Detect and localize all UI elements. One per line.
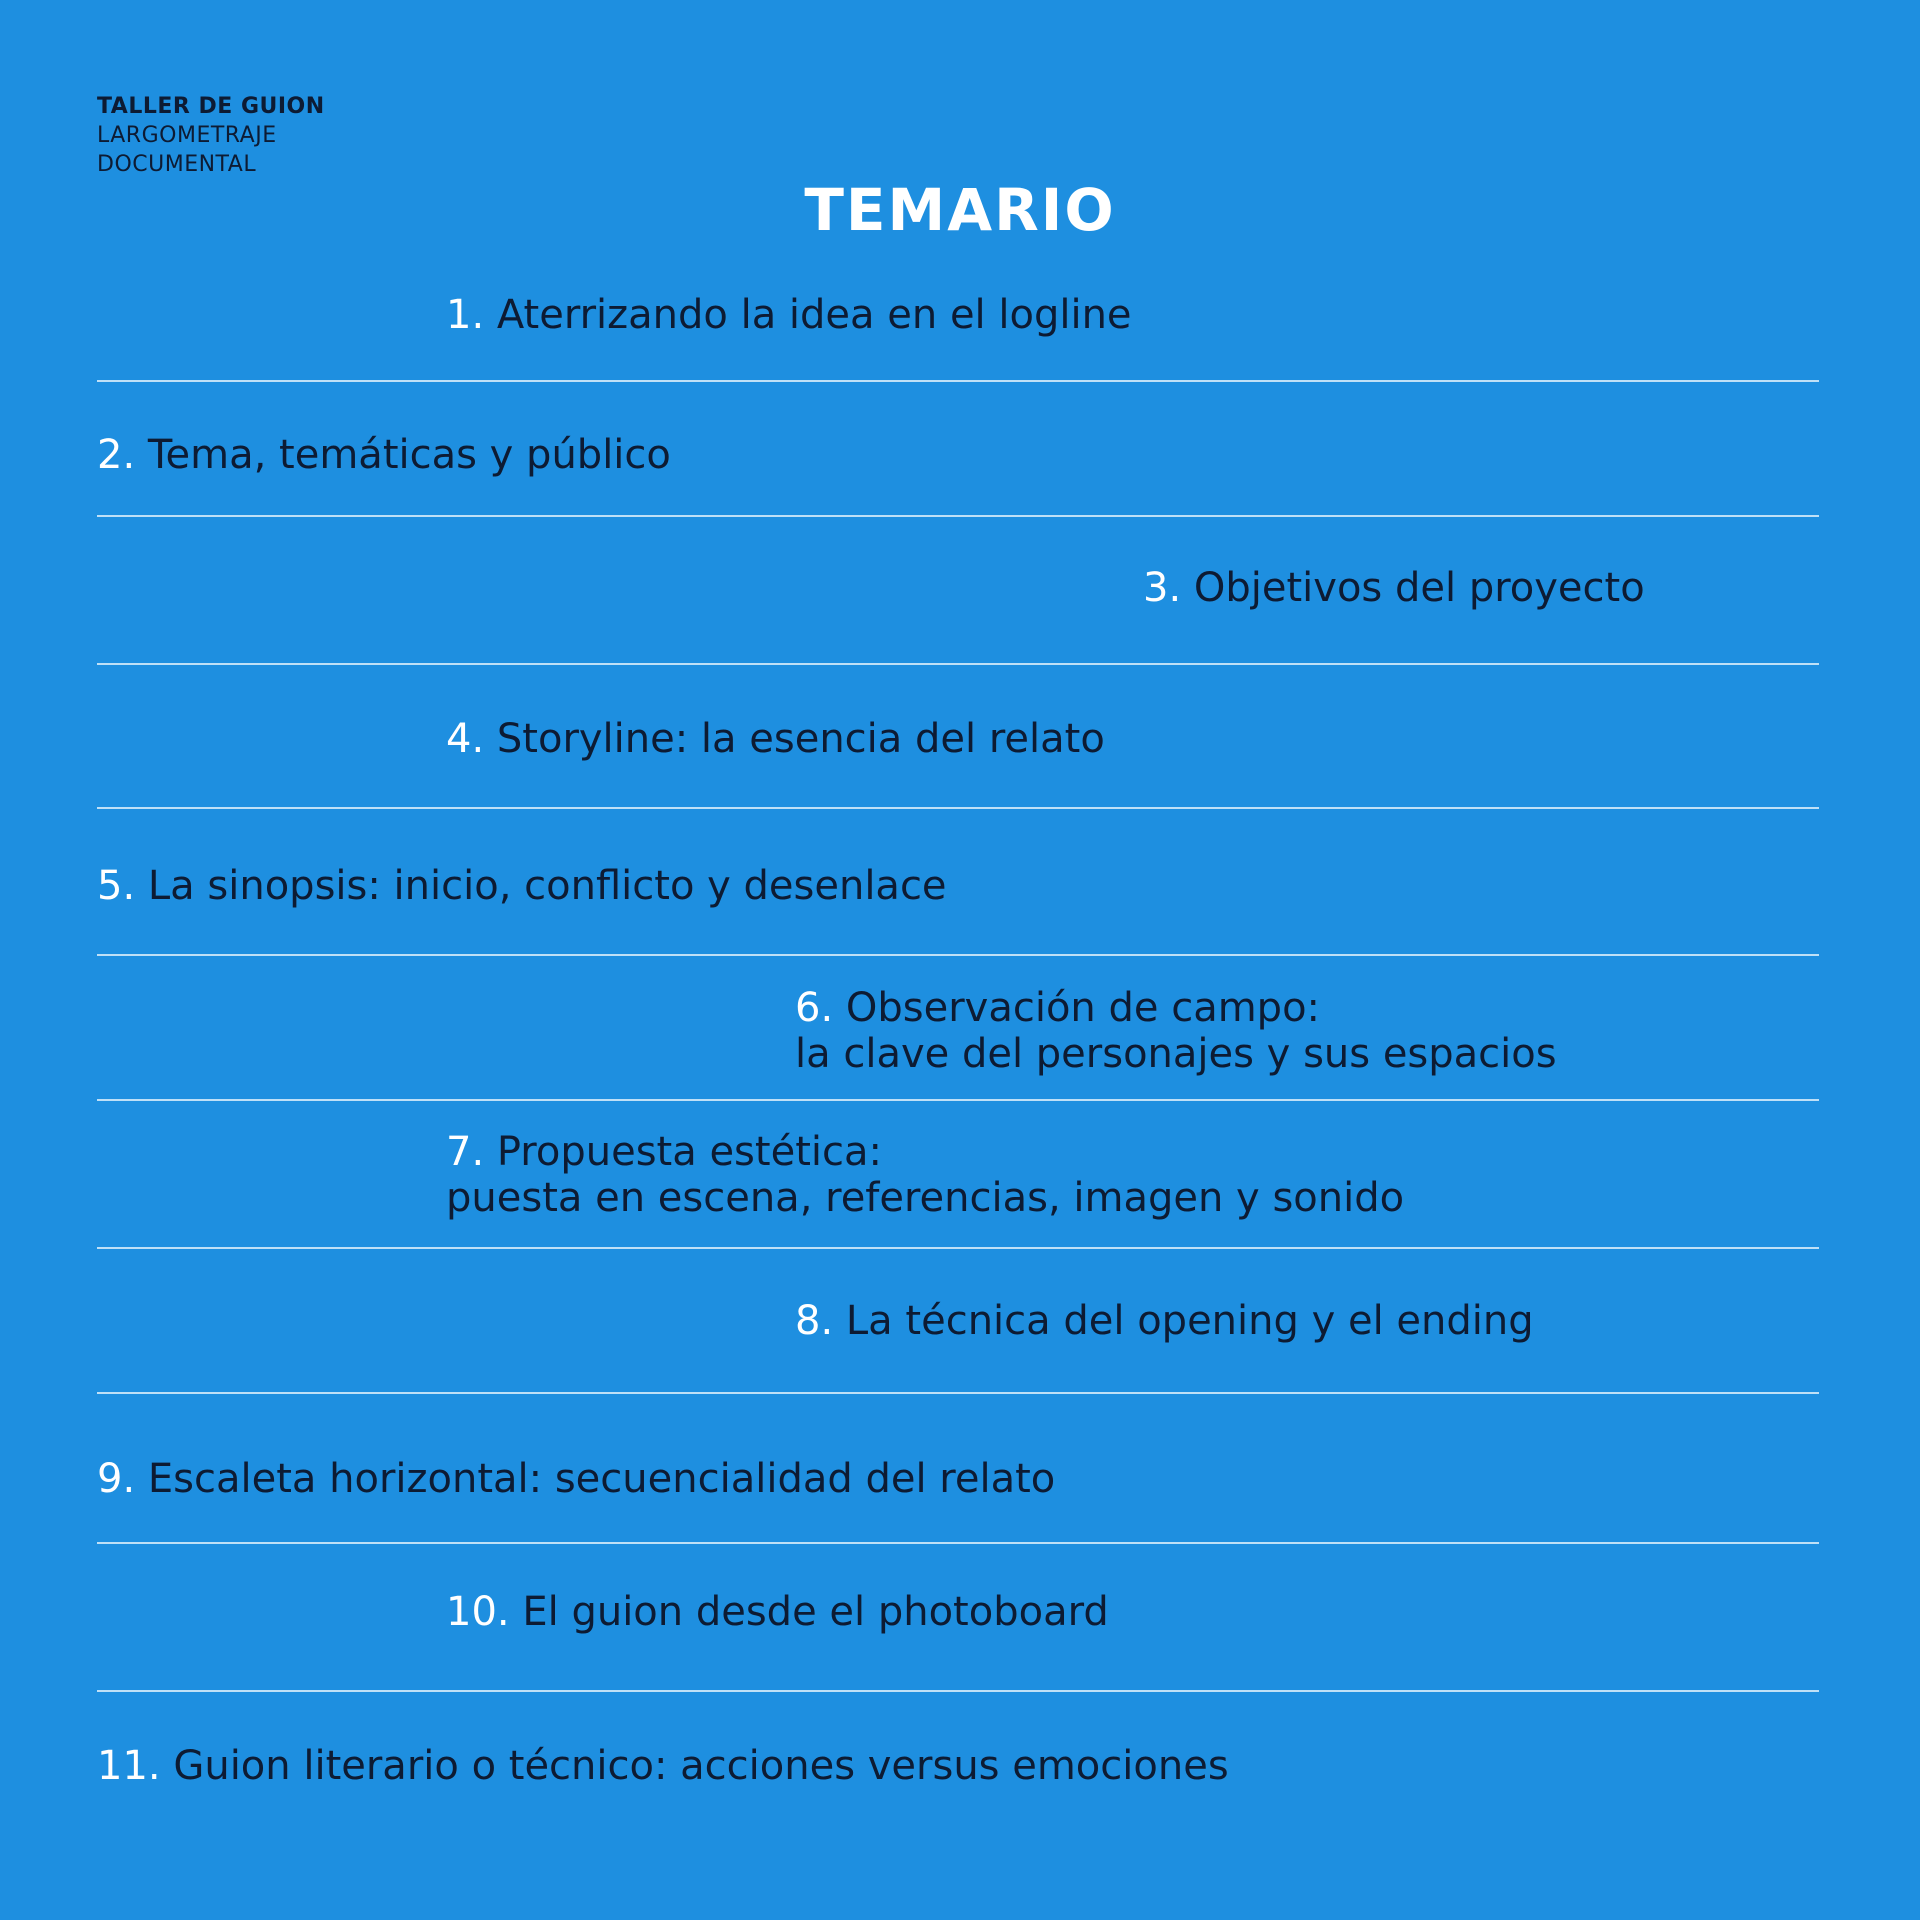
item-text: Propuesta estética: bbox=[496, 1129, 882, 1175]
syllabus-item-10 bbox=[446, 1589, 1109, 1635]
page-title: TEMARIO bbox=[804, 176, 1116, 244]
header-line-2: LARGOMETRAJE bbox=[97, 123, 277, 148]
divider bbox=[97, 807, 1819, 809]
divider bbox=[97, 954, 1819, 956]
item-text: Tema, temáticas y público bbox=[147, 432, 671, 478]
syllabus-item-3 bbox=[1143, 565, 1645, 611]
item-number: 9. bbox=[97, 1456, 136, 1502]
item-text: Objetivos del proyecto bbox=[1193, 565, 1645, 611]
divider bbox=[97, 1690, 1819, 1692]
item-number: 11. bbox=[97, 1743, 161, 1789]
item-text: Guion literario o técnico: acciones versus emociones bbox=[173, 1743, 1229, 1789]
header-line-1: TALLER DE GUION bbox=[97, 94, 325, 119]
syllabus-item-11 bbox=[97, 1743, 1229, 1789]
item-number: 1. bbox=[446, 292, 485, 338]
item-number: 8. bbox=[795, 1298, 834, 1344]
syllabus-item-5 bbox=[97, 863, 947, 909]
syllabus-item-6 bbox=[795, 985, 1557, 1077]
syllabus-item-9 bbox=[97, 1456, 1055, 1502]
item-number: 6. bbox=[795, 985, 834, 1031]
divider bbox=[97, 380, 1819, 382]
item-number: 7. bbox=[446, 1129, 485, 1175]
item-text: Aterrizando la idea en el logline bbox=[496, 292, 1132, 338]
item-number: 10. bbox=[446, 1589, 510, 1635]
divider bbox=[97, 1542, 1819, 1544]
item-text: Escaleta horizontal: secuencialidad del relato bbox=[147, 1456, 1056, 1502]
divider bbox=[97, 1247, 1819, 1249]
divider bbox=[97, 1392, 1819, 1394]
item-number: 3. bbox=[1143, 565, 1182, 611]
item-number: 5. bbox=[97, 863, 136, 909]
syllabus-item-8 bbox=[795, 1298, 1534, 1344]
item-text: El guion desde el photoboard bbox=[522, 1589, 1109, 1635]
header-line-3: DOCUMENTAL bbox=[97, 152, 257, 177]
syllabus-item-2 bbox=[97, 432, 671, 478]
divider bbox=[97, 663, 1819, 665]
item-text: La sinopsis: inicio, conflicto y desenlace bbox=[147, 863, 947, 909]
syllabus-item-4 bbox=[446, 716, 1105, 762]
item-text: Observación de campo: bbox=[845, 985, 1321, 1031]
syllabus-item-7 bbox=[446, 1129, 1404, 1221]
item-number: 4. bbox=[446, 716, 485, 762]
item-text-line-2: la clave del personajes y sus espacios bbox=[795, 1031, 1557, 1077]
item-number: 2. bbox=[97, 432, 136, 478]
course-header bbox=[97, 92, 325, 179]
divider bbox=[97, 1099, 1819, 1101]
syllabus-item-1 bbox=[446, 292, 1132, 338]
item-text-line-2: puesta en escena, referencias, imagen y sonido bbox=[446, 1175, 1405, 1221]
divider bbox=[97, 515, 1819, 517]
item-text: La técnica del opening y el ending bbox=[845, 1298, 1534, 1344]
item-text: Storyline: la esencia del relato bbox=[496, 716, 1105, 762]
